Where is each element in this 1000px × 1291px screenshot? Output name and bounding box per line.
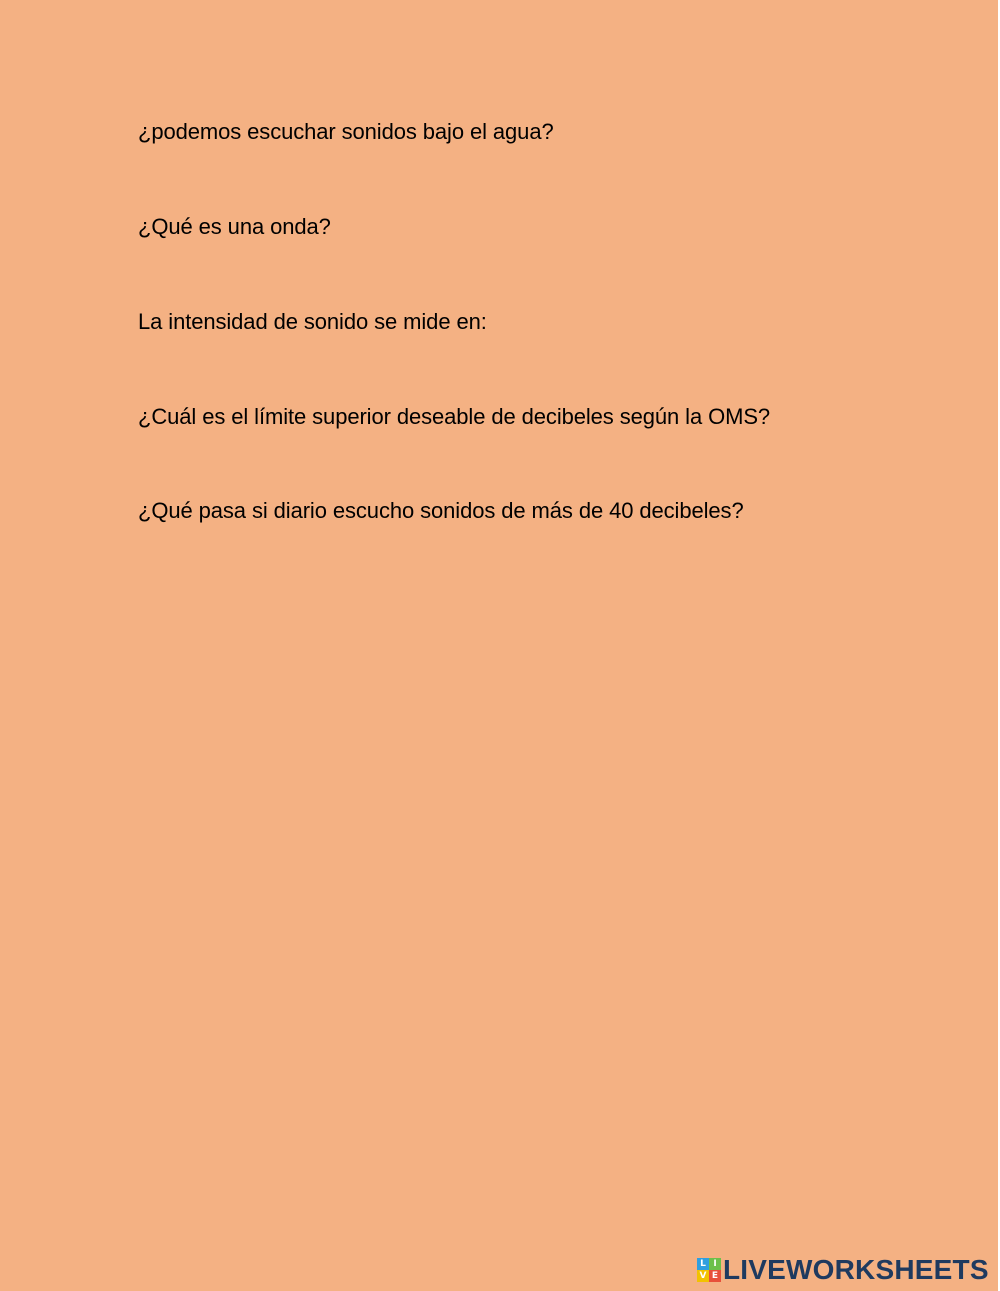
question-5: ¿Qué pasa si diario escucho sonidos de más de 40 decibeles? bbox=[138, 498, 744, 523]
liveworksheets-logo-icon bbox=[697, 1258, 721, 1282]
logo-letter-v: V bbox=[697, 1270, 709, 1282]
brand-wordmark: LIVEWORKSHEETS bbox=[723, 1254, 989, 1285]
logo-letter-i: I bbox=[709, 1258, 721, 1270]
logo-letter-l: L bbox=[697, 1258, 709, 1270]
liveworksheets-brand bbox=[697, 1255, 989, 1285]
logo-letter-e: E bbox=[709, 1270, 721, 1282]
question-1: ¿podemos escuchar sonidos bajo el agua? bbox=[138, 119, 554, 144]
question-4: ¿Cuál es el límite superior deseable de decibeles según la OMS? bbox=[138, 404, 771, 429]
question-2: ¿Qué es una onda? bbox=[138, 214, 331, 239]
question-3: La intensidad de sonido se mide en: bbox=[138, 309, 487, 334]
